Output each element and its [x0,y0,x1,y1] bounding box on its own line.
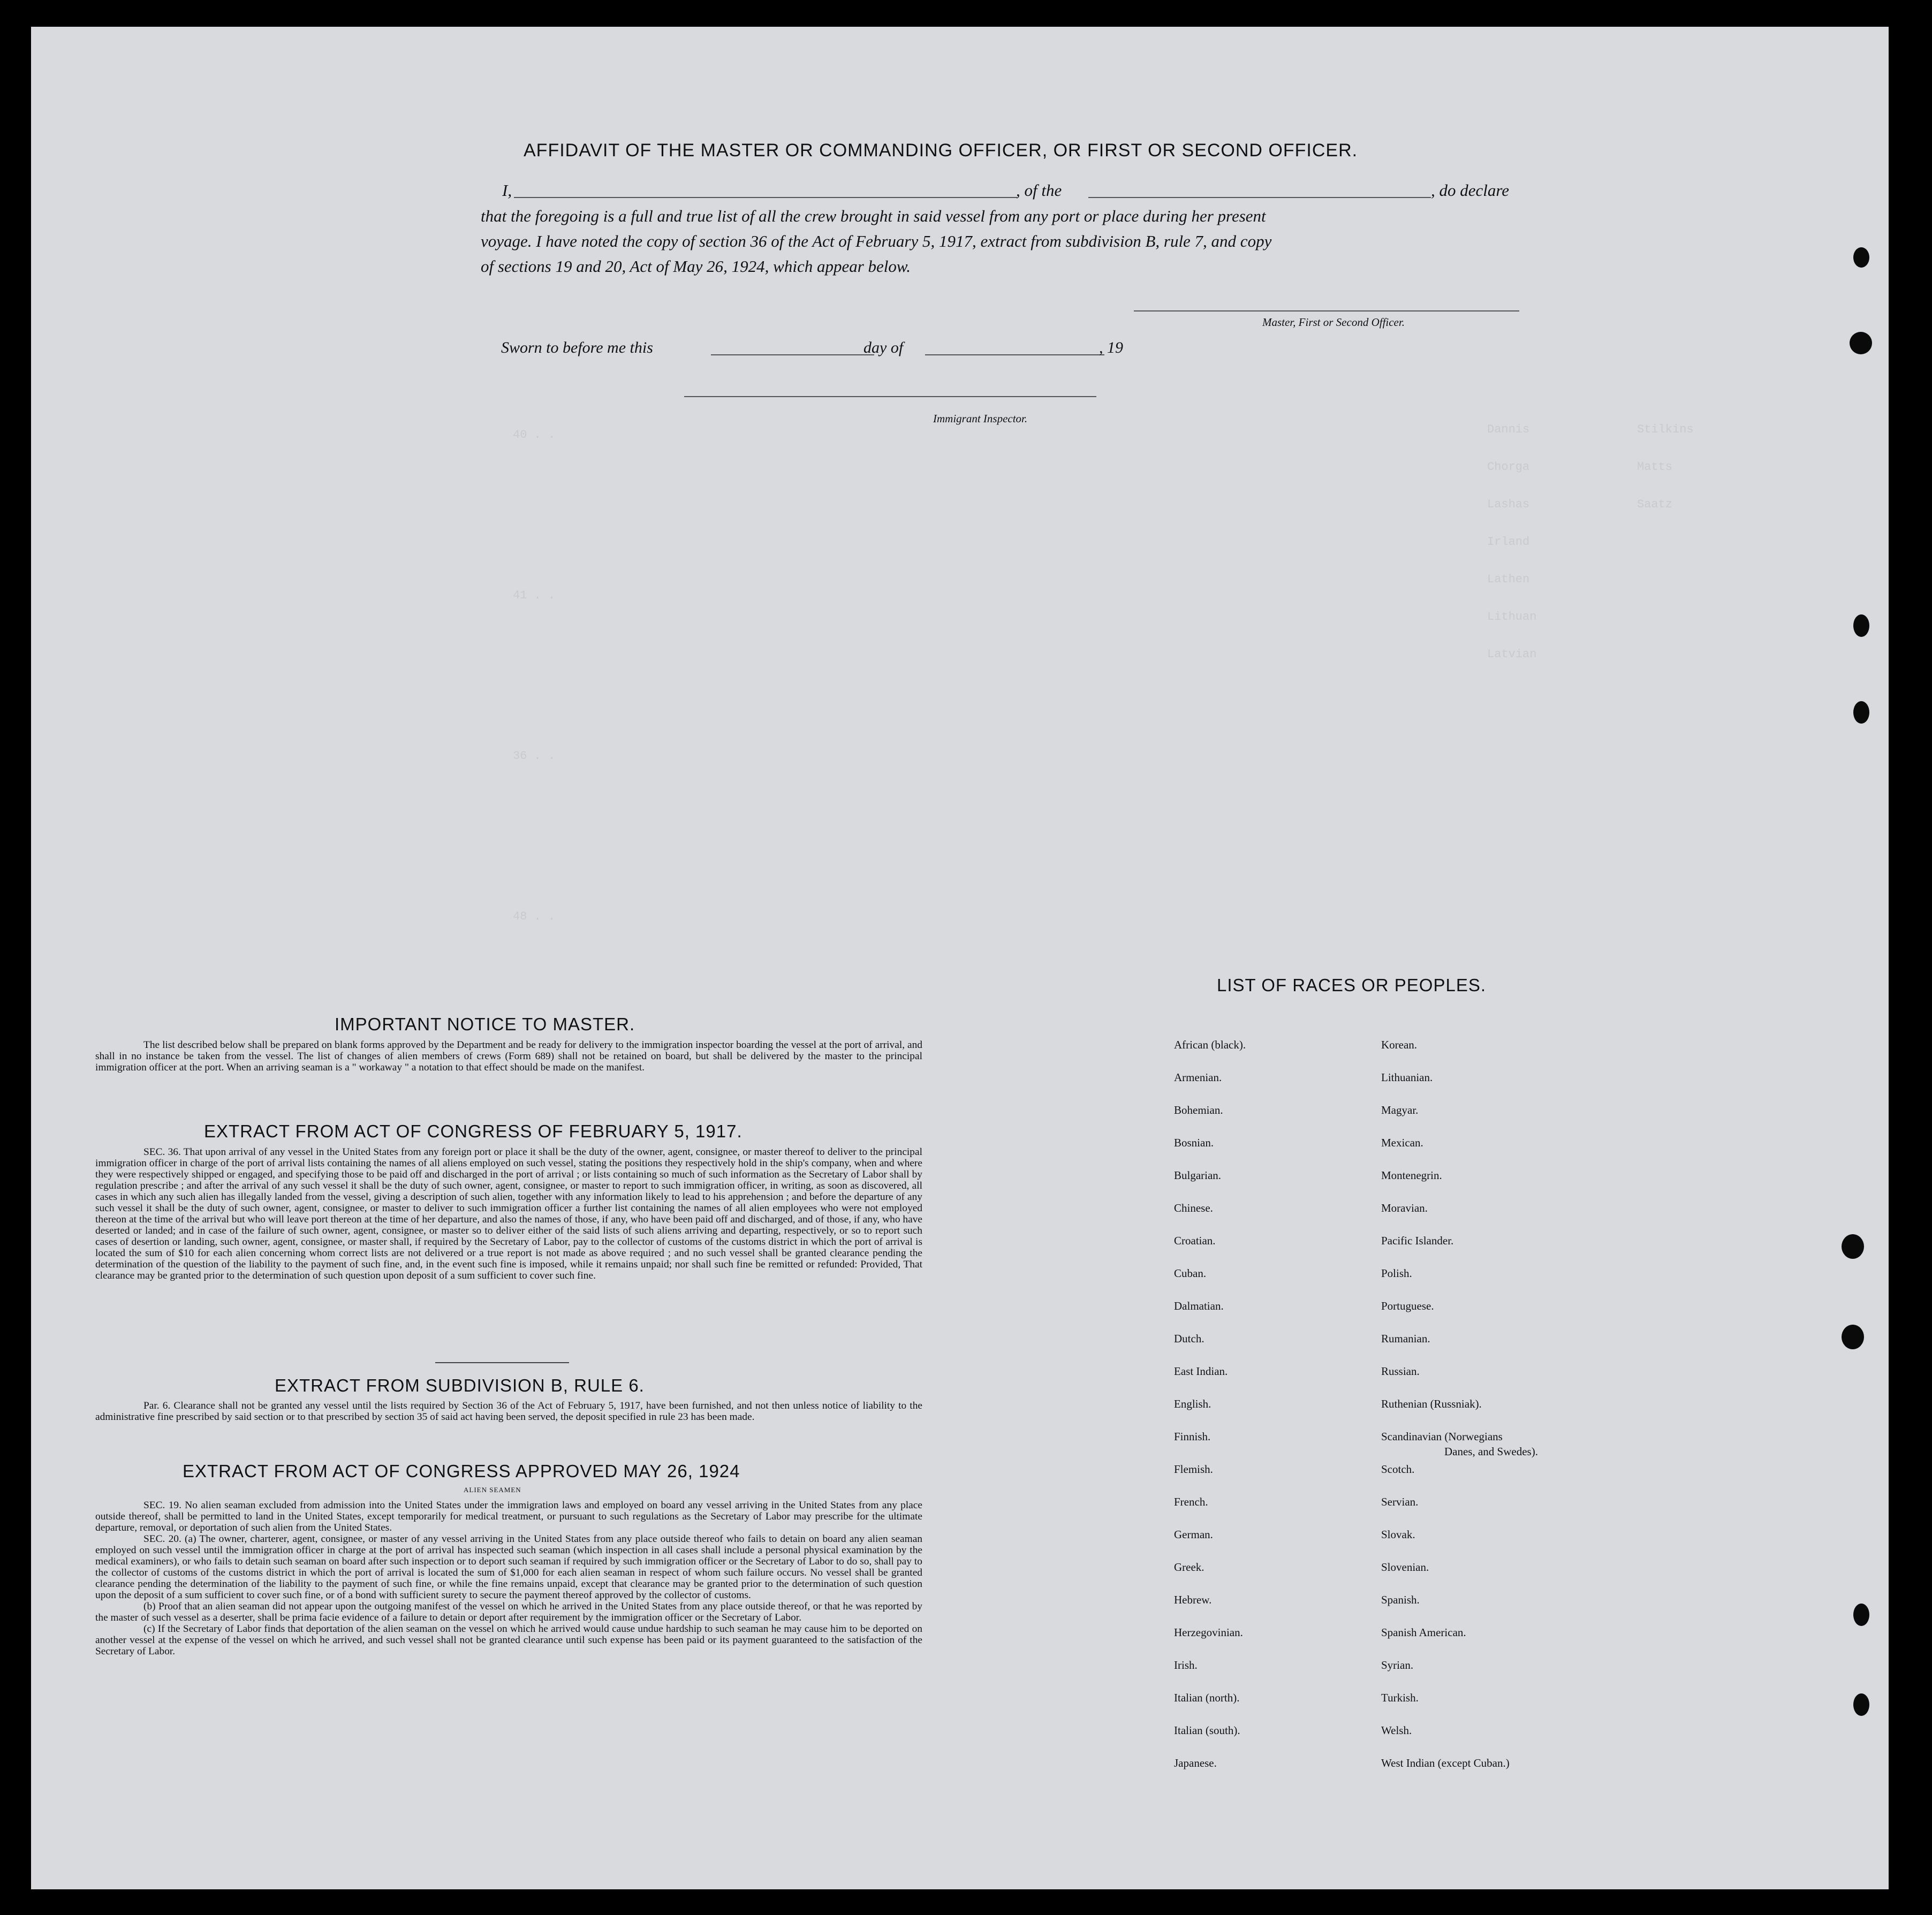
race-item: Turkish. [1381,1691,1419,1704]
race-item: Irish. [1174,1659,1198,1671]
binder-hole [1853,701,1869,724]
race-item: Lithuanian. [1381,1071,1433,1084]
binder-hole [1842,1325,1864,1349]
race-item: Servian. [1381,1495,1419,1508]
race-item: Pacific Islander. [1381,1234,1454,1247]
race-item: Bohemian. [1174,1104,1223,1116]
binder-hole [1850,332,1872,354]
race-item: German. [1174,1528,1213,1541]
divider [435,1362,569,1363]
extract-1917-text: SEC. 36. That upon arrival of any vessel in the United States from any foreign port or place it shall be the duty of the owner, agent, consignee, or master thereof to deliver to the principal immigration officer in charge of the port of arrival lists containing the names of all aliens employed on such vessel, stating the positions they respectively hold in the ship's company, when and where they were respectively shipped or engaged, and specifying those to be paid off and discharged in the port of arrival ; or lists containing so much of such information as the Secretary of Labor shall by regulation prescribe ; and after the arrival of any such vessel it shall be the duty of such owner, agent, consignee, or master to report to such immigration officer, in writing, as soon as discovered, all cases in which any such alien has illegally landed from the vessel, giving a description of such alien, together with any information likely to lead to his apprehension ; and before the departure of any such vessel it shall be the duty of such owner, agent, consignee, or master to deliver to such immigration officer a further list containing the names of all alien employees who were not employed thereon at the time of the arrival but who will leave port thereon at the time of her departure, and also the names of those, if any, who have been paid off and discharged, and of those, if any, who have deserted or landed; and in case of the failure of such owner, agent, consignee, or master so to deliver either of the said lists of such aliens arriving and departing, respectively, or so to report such cases of desertion or landing, such owner, agent, consignee, or master shall, if required by the Secretary of Labor, pay to the collector of customs of the customs district in which the port of arrival is located the sum of $10 for each alien concerning whom correct lists are not delivered or a true report is not made as above required ; and no such vessel shall be granted clearance pending the determination of the question of the liability to the payment of such fine, and, in the event such fine is imposed, while it remains unpaid; nor shall such fine be remitted or refunded: Provided, That clearance may be granted prior to the determination of such question upon deposit of a sum sufficient to cover such fine. [95,1146,922,1281]
race-item: Bosnian. [1174,1136,1214,1149]
race-item: Italian (south). [1174,1724,1240,1737]
race-item: Herzegovinian. [1174,1626,1243,1639]
race-item: Italian (north). [1174,1691,1240,1704]
race-item: Slovenian. [1381,1561,1429,1574]
binder-hole [1853,614,1869,637]
race-item: Welsh. [1381,1724,1412,1737]
extract-1917-title: EXTRACT FROM ACT OF CONGRESS OF FEBRUARY 5, 1917. [204,1121,743,1141]
race-item: English. [1174,1397,1211,1410]
sec-20c-text: (c) If the Secretary of Labor finds that deportation of the alien seaman on the vessel on which he arrived would cause undue hardship to such seaman he may cause him to be deported on another vessel at the expense of the vessel on which he arrived, and such vessel shall not be granted clearance until such expense has been paid or its payment guaranteed to the satisfaction of the Secretary of Labor. [95,1623,922,1657]
race-item: Dutch. [1174,1332,1204,1345]
race-item: French. [1174,1495,1208,1508]
binder-hole [1853,1604,1869,1626]
vessel-name-field[interactable] [1088,197,1431,198]
race-item: Japanese. [1174,1757,1217,1769]
notice-text: The list described below shall be prepared on blank forms approved by the Department and be ready for delivery to the immigration inspector boarding the vessel at the port of arrival, and shall in no instance be taken from the vessel. The list of changes of alien members of crews (Form 689) shall not be retained on board, but shall be delivered by the master to the principal immigration officer at the port. When an arriving seaman is a " workaway " a notation to that effect should be made on the manifest. [95,1039,922,1073]
rule-6-title: EXTRACT FROM SUBDIVISION B, RULE 6. [275,1376,645,1395]
race-item: Korean. [1381,1038,1418,1051]
race-item: Spanish American. [1381,1626,1466,1639]
race-item: Spanish. [1381,1593,1420,1606]
rule-6-text: Par. 6. Clearance shall not be granted any vessel until the lists required by Section 36 of the Act of February 5, 1917, have been furnished, and not then unless notice of liability to the administrative fine prescribed by said section or to that prescribed by section 35 of said act having been served, the deposit specified in rule 23 has been made. [95,1400,922,1423]
binder-hole [1842,1234,1864,1259]
race-item: African (black). [1174,1038,1246,1051]
affidavit-line-3: voyage. I have noted the copy of section 36 of the Act of February 5, 1917, extract from subdivision B, rule 7, and copy [481,232,1272,250]
race-item: Cuban. [1174,1267,1207,1280]
declarant-name-field[interactable] [514,197,1017,198]
race-item: Dalmatian. [1174,1300,1224,1312]
binder-hole [1853,247,1869,268]
race-item: Rumanian. [1381,1332,1430,1345]
sworn-day-field[interactable] [711,354,874,355]
race-item: Chinese. [1174,1202,1213,1214]
races-title: LIST OF RACES OR PEOPLES. [1217,975,1487,995]
race-item: Croatian. [1174,1234,1216,1247]
sworn-label: Sworn to before me this [501,339,653,356]
race-item: Montenegrin. [1381,1169,1442,1182]
year-label: , 19 [1099,339,1123,356]
race-item: Hebrew. [1174,1593,1212,1606]
inspector-label: Immigrant Inspector. [933,412,1028,425]
race-item: Bulgarian. [1174,1169,1222,1182]
race-item: East Indian. [1174,1365,1228,1378]
race-item: Flemish. [1174,1463,1213,1476]
binder-hole [1853,1693,1869,1716]
extract-1924-text [95,1500,922,1657]
master-signature-label: Master, First or Second Officer. [1262,316,1405,329]
master-signature-field[interactable] [1134,310,1519,311]
sec-20b-text: (b) Proof that an alien seaman did not appear upon the outgoing manifest of the vessel on which he arrived in the United States from any place outside thereof, or that he was reported by the master of such vessel as a deserter, shall be prima facie evidence of a failure to detain or deport after requirement by the immigration officer or the Secretary of Labor. [95,1601,922,1623]
sworn-month-field[interactable] [925,354,1104,355]
sec-20a-text: SEC. 20. (a) The owner, charterer, agent, consignee, or master of any vessel arriving in the United States from any place outside thereof who fails to detain on board any alien seaman employed on such vessel until the immigration officer in charge at the port of arrival has inspected such seaman (which inspection in all cases shall include a personal physical examination by the medical examiners), or who fails to detain such seaman on board after such inspection or to deport such seaman if required by such immigration officer or the Secretary of Labor to do so, shall pay to the collector of customs of the customs district in which the port of arrival is located the sum of $1,000 for each alien seaman in respect of whom such failure occurs. No vessel shall be granted clearance pending the determination of the liability to the payment of such fine, or while the fine remains unpaid, except that clearance may be granted prior to the determination of such question upon the deposit of a sum sufficient to cover such fine, or of a bond with sufficient surety to secure the payment thereof approved by the collector of customs. [95,1533,922,1601]
declarant-prefix: I, [502,181,512,200]
inspector-signature-field[interactable] [684,396,1096,397]
extract-1924-title: EXTRACT FROM ACT OF CONGRESS APPROVED MAY 26, 1924 [183,1461,740,1481]
race-item: Slovak. [1381,1528,1415,1541]
race-item: Scotch. [1381,1463,1415,1476]
race-item: Ruthenian (Russniak). [1381,1397,1482,1410]
race-item: Moravian. [1381,1202,1428,1214]
affidavit-line-2: that the foregoing is a full and true list of all the crew brought in said vessel from any port or place during her present [481,207,1266,225]
race-item: Scandinavian (Norwegians [1381,1430,1503,1443]
race-item: Finnish. [1174,1430,1211,1443]
race-item: Greek. [1174,1561,1204,1574]
race-scandinavian-continued: Danes, and Swedes). [1444,1445,1538,1458]
race-item: Magyar. [1381,1104,1419,1116]
race-item: Portuguese. [1381,1300,1434,1312]
race-item: Russian. [1381,1365,1420,1378]
race-item: Mexican. [1381,1136,1423,1149]
do-declare-label: , do declare [1431,181,1510,200]
race-item: Polish. [1381,1267,1412,1280]
race-item: West Indian (except Cuban.) [1381,1757,1510,1769]
affidavit-title: AFFIDAVIT OF THE MASTER OR COMMANDING OFFICER, OR FIRST OR SECOND OFFICER. [524,140,1358,161]
notice-title: IMPORTANT NOTICE TO MASTER. [335,1014,635,1034]
sec-19-text: SEC. 19. No alien seaman excluded from admission into the United States under the immigration laws and employed on board any vessel arriving in the United States from any place outside thereof, shall be permitted to land in the United States, except temporarily for medical treatment, or pursuant to such regulations as the Secretary of Labor may prescribe for the ultimate departure, removal, or deportation of such alien from the United States. [95,1500,922,1533]
race-item: Armenian. [1174,1071,1222,1084]
affidavit-line-4: of sections 19 and 20, Act of May 26, 1924, which appear below. [481,257,911,276]
alien-seamen-subtitle: ALIEN SEAMEN [464,1486,521,1494]
document-page: Dannis Chorga Lashas Irland Lathen Lithuan Latvian Stilkins Matts Saatz 40 . . 41 . . 36 . . 48 . . AFFIDAVIT OF THE MASTER OR COMMANDING OFFICER, OR FIRST OR SECOND OFFICER. I, , of the , do declare that the foregoing is a full and true list of all the crew brought in said vessel from any port or place during her present voyage. I have noted the copy of section 36 of the Act of February 5, 1917, extract from subdivision B, rule 7, and copy of sections 19 and 20, Act of May 26, 1924, which appear below. Master, First or Second Officer. Sworn to before me this day of , 19 Immigrant Inspector. IMPORTANT NOTICE TO MASTER. The list described below shall be prepared on blank forms approved by the Department and be ready for delivery to the immigration inspector boarding the vessel at the port of arrival, and shall in no instance be taken from the vessel. The list of changes of alien members of crews (Form 689) shall not be retained on board, but shall be delivered by the master to the principal immigration officer at the port. When an arriving seaman is a " workaway " a notation to that effect should be made on the manifest. EXTRACT FROM ACT OF CONGRESS OF FEBRUARY 5, 1917. SEC. 36. That upon arrival of any vessel in the United States from any foreign port or place it shall be the duty of the owner, agent, consignee, or master thereof to deliver to the principal immigration officer in charge of the port of arrival lists containing the names of all aliens employed on such vessel, stating the positions they respectively hold in the ship's company, when and where they were respectively shipped or engaged, and specifying those to be paid off and discharged in the port of arrival ; or lists containing so much of such information as the Secretary of Labor shall by regulation prescribe ; and after the arrival of any such vessel it shall be the duty of such owner, agent, consignee, or master to report to such immigration officer, in writing, as soon as discovered, all cases in which any such alien has illegally landed from the vessel, giving a description of such alien, together with any information likely to lead to his apprehension ; and before the departure of any such vessel it shall be the duty of such owner, agent, consignee, or master to deliver to such immigration officer a further list containing the names of all alien employees who were not employed thereon at the time of the arrival but who will leave port thereon at the time of her departure, and also the names of those, if any, who have been paid off and discharged, and of those, if any, who have deserted or landed; and in case of the failure of such owner, agent, consignee, or master so to deliver either of the said lists of such aliens arriving and departing, respectively, or so to report such cases of desertion or landing, such owner, agent, consignee, or master shall, if required by the Secretary of Labor, pay to the collector of customs of the customs district in which the port of arrival is located the sum of $10 for each alien concerning whom correct lists are not delivered or a true report is not made as above required ; and no such vessel shall be granted clearance pending the determination of the question of the liability to the payment of such fine, and, in the event such fine is imposed, while it remains unpaid; nor shall such fine be remitted or refunded: Provided, That clearance may be granted prior to the determination of such question upon deposit of a sum sufficient to cover such fine. EXTRACT FROM SUBDIVISION B, RULE 6. Par. 6. Clearance shall not be granted any vessel until the lists required by Section 36 of the Act of February 5, 1917, have been furnished, and not then unless notice of liability to the administrative fine prescribed by said section or to that prescribed by section 35 of said act having been served, the deposit specified in rule 23 has been made. EXTRACT FROM ACT OF CONGRESS APPROVED MAY 26, 1924 ALIEN SEAMEN SEC. 19. No alien seaman excluded from admission into the United States under the immigration laws and employed on board any vessel arriving in the United States from any place outside thereof, shall be permitted to land in the United States, except temporarily for medical treatment, or pursuant to such regulations as the Secretary of Labor may prescribe for the ultimate departure, removal, or deportation of such alien from the United States. SEC. 20. (a) The owner, charterer, agent, consignee, or master of any vessel arriving in the United States from any place outside thereof who fails to detain on board any alien seaman employed on such vessel until the immigration officer in charge at the port of arrival has inspected such seaman (which inspection in all cases shall include a personal physical examination by the medical examiners), or who fails to detain such seaman on board after such inspection or to deport such seaman if required by such immigration officer or the Secretary of Labor to do so, shall pay to the collector of customs of the customs district in which the port of arrival is located the sum of $1,000 for each alien seaman in respect of whom such failure occurs. No vessel shall be granted clearance pending the determination of the liability to the payment of such fine, or while the fine remains unpaid, except that clearance may be granted prior to the determination of such question upon the deposit of a sum sufficient to cover such fine, or of a bond with sufficient surety to secure the payment thereof approved by the collector of customs. (b) Proof that an alien seaman did not appear upon the outgoing manifest of the vessel on which he arrived in the United States from any place outside thereof, or that he was reported by the master of such vessel as a deserter, shall be prima facie evidence of a failure to detain or deport after requirement by the immigration officer or the Secretary of Labor. (c) If the Secretary of Labor finds that deportation of the alien seaman on the vessel on which he arrived would cause undue hardship to such seaman he may cause him to be deported on another vessel at the expense of the vessel on which he arrived, and such vessel shall not be granted clearance until such expense has been paid or its payment guaranteed to the satisfaction of the Secretary of Labor. LIST OF RACES OR PEOPLES. African (black). Armenian. Bohemian. Bosnian. Bulgarian. Chinese. Croatian. Cuban. Dalmatian. Dutch. East Indian. English. Finnish. Flemish. French. German. Greek. Hebrew. Herzegovinian. Irish. Italian (north). Italian (south). Japanese. Korean. Lithuanian. Magyar. Mexican. Montenegrin. Moravian. Pacific Islander. Polish. Portuguese. Rumanian. Russian. Ruthenian (Russniak). Scandinavian (Norwegians Scotch. Servian. Slovak. Slovenian. Spanish. Spanish American. Syrian. Turkish. Welsh. West Indian (except Cuban.) Danes, and Swedes). [31,27,1889,1889]
race-item: Syrian. [1381,1659,1414,1671]
day-of-label: day of [863,339,904,356]
of-the-label: , of the [1016,181,1062,200]
